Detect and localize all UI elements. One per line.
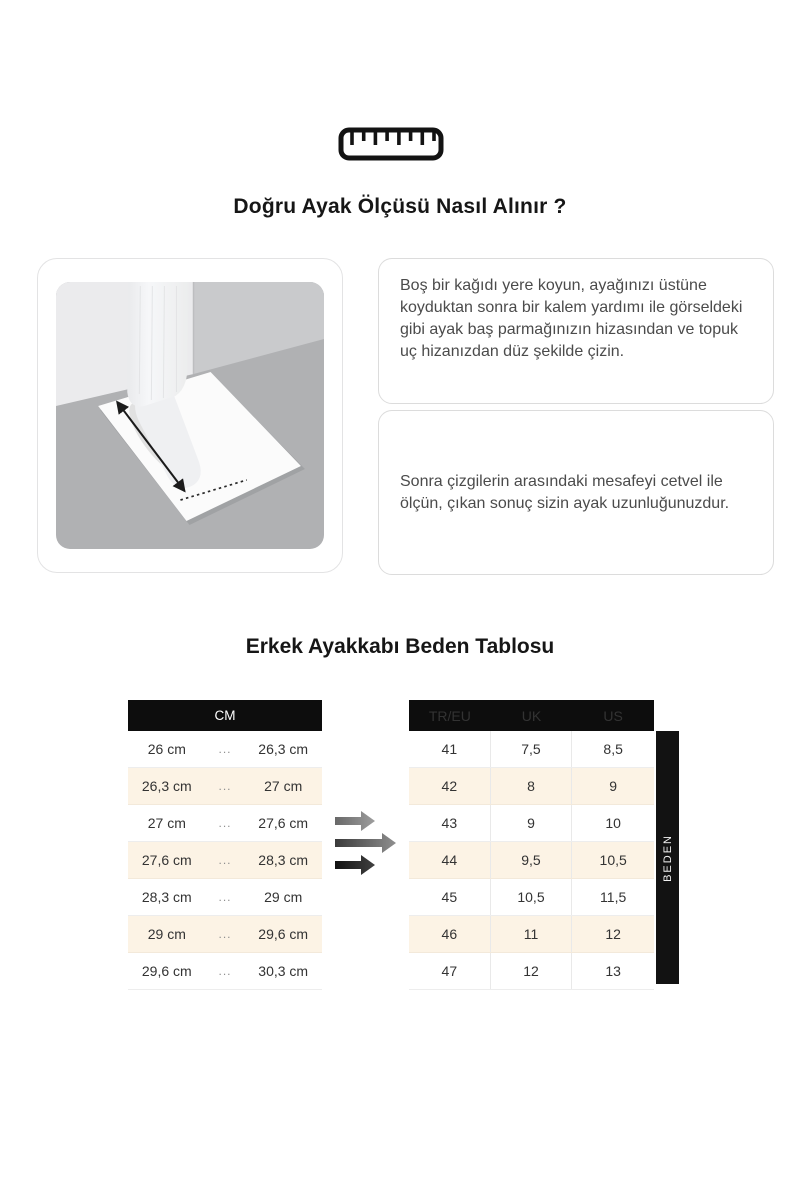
page-title: Doğru Ayak Ölçüsü Nasıl Alınır ? bbox=[233, 195, 567, 218]
table-cell: ... bbox=[218, 779, 232, 793]
table-cell: 46 bbox=[409, 916, 491, 952]
foot-measurement-photo bbox=[56, 282, 324, 549]
cm-header-label: CM bbox=[214, 708, 236, 723]
table-row bbox=[409, 953, 654, 990]
size-header-treu: TR/EU bbox=[428, 707, 471, 724]
table-row bbox=[128, 879, 322, 916]
table-cell: 26,3 cm bbox=[141, 778, 192, 794]
table-cell: 26,3 cm bbox=[258, 741, 309, 757]
table-cell: 10,5 bbox=[491, 879, 573, 915]
table-cell: 45 bbox=[409, 879, 491, 915]
table-cell: 10 bbox=[605, 815, 621, 831]
table-cell: 26 cm bbox=[147, 741, 186, 757]
foot-measurement-photo-card bbox=[37, 258, 343, 573]
table-cell: 12 bbox=[605, 926, 621, 942]
table-row bbox=[409, 916, 654, 953]
table-row bbox=[128, 916, 322, 953]
table-cell: 10,5 bbox=[599, 852, 627, 868]
beden-label: BEDEN bbox=[661, 833, 674, 882]
table-cell: 30,3 cm bbox=[258, 963, 309, 979]
table-row bbox=[409, 731, 654, 768]
size-conversion-arrows-icon bbox=[335, 810, 399, 876]
table-cell: ... bbox=[218, 927, 232, 941]
size-table-title: Erkek Ayakkabı Beden Tablosu bbox=[245, 635, 555, 658]
size-header-uk: UK bbox=[521, 707, 542, 724]
instruction-box-step1 bbox=[378, 258, 774, 404]
instruction-box-step2 bbox=[378, 410, 774, 575]
table-cell: ... bbox=[218, 742, 232, 756]
table-cell: 7,5 bbox=[491, 731, 573, 767]
table-cell: 28,3 cm bbox=[141, 889, 192, 905]
table-cell: 12 bbox=[491, 953, 573, 989]
table-cell: 13 bbox=[605, 963, 621, 979]
table-cell: 44 bbox=[409, 842, 491, 878]
table-row bbox=[409, 768, 654, 805]
table-row bbox=[409, 805, 654, 842]
table-cell: ... bbox=[218, 853, 232, 867]
table-cell: 28,3 cm bbox=[258, 852, 309, 868]
table-cell: ... bbox=[218, 890, 232, 904]
table-row bbox=[409, 842, 654, 879]
table-cell: 27 cm bbox=[264, 778, 303, 794]
size-table-header bbox=[409, 700, 654, 731]
table-cell: 9,5 bbox=[491, 842, 573, 878]
instruction-text-step2: Sonra çizgilerin arasındaki mesafeyi cetvel ile ölçün, çıkan sonuç sizin ayak uzunluğunuzdur. bbox=[400, 472, 730, 512]
table-cell: 29 cm bbox=[147, 926, 186, 942]
table-row bbox=[128, 842, 322, 879]
table-cell: 9 bbox=[491, 805, 573, 841]
table-cell: 42 bbox=[409, 768, 491, 804]
table-cell: 29 cm bbox=[264, 889, 303, 905]
table-cell: 43 bbox=[409, 805, 491, 841]
size-table-body bbox=[409, 731, 654, 990]
table-cell: 27 cm bbox=[147, 815, 186, 831]
instruction-text-step1: Boş bir kağıdı yere koyun, ayağınızı üstüne koyduktan sonra bir kalem yardımı ile görseldeki gibi ayak baş parmağınızın hizasından ve topuk uç hizanızdan düz şekilde çizin. bbox=[400, 277, 743, 360]
table-cell: 47 bbox=[409, 953, 491, 989]
ruler-icon bbox=[338, 127, 444, 161]
table-row bbox=[128, 731, 322, 768]
table-cell: 29,6 cm bbox=[141, 963, 192, 979]
table-cell: 11,5 bbox=[600, 889, 627, 905]
table-row bbox=[128, 805, 322, 842]
table-cell: ... bbox=[218, 816, 232, 830]
cm-table-header bbox=[128, 700, 322, 731]
table-cell: 27,6 cm bbox=[258, 815, 309, 831]
table-cell: 29,6 cm bbox=[258, 926, 309, 942]
cm-size-table bbox=[128, 700, 322, 990]
table-row bbox=[128, 768, 322, 805]
cm-table-body bbox=[128, 731, 322, 990]
beden-vertical-bar bbox=[656, 731, 679, 984]
table-cell: 27,6 cm bbox=[141, 852, 192, 868]
table-cell: 9 bbox=[609, 778, 618, 794]
size-header-us: US bbox=[603, 707, 623, 724]
table-cell: 8 bbox=[491, 768, 573, 804]
table-cell: 41 bbox=[409, 731, 491, 767]
table-cell: 8,5 bbox=[603, 741, 623, 757]
table-cell: 11 bbox=[491, 916, 573, 952]
table-row bbox=[128, 953, 322, 990]
international-size-table bbox=[409, 700, 654, 990]
table-row bbox=[409, 879, 654, 916]
table-cell: ... bbox=[218, 964, 232, 978]
